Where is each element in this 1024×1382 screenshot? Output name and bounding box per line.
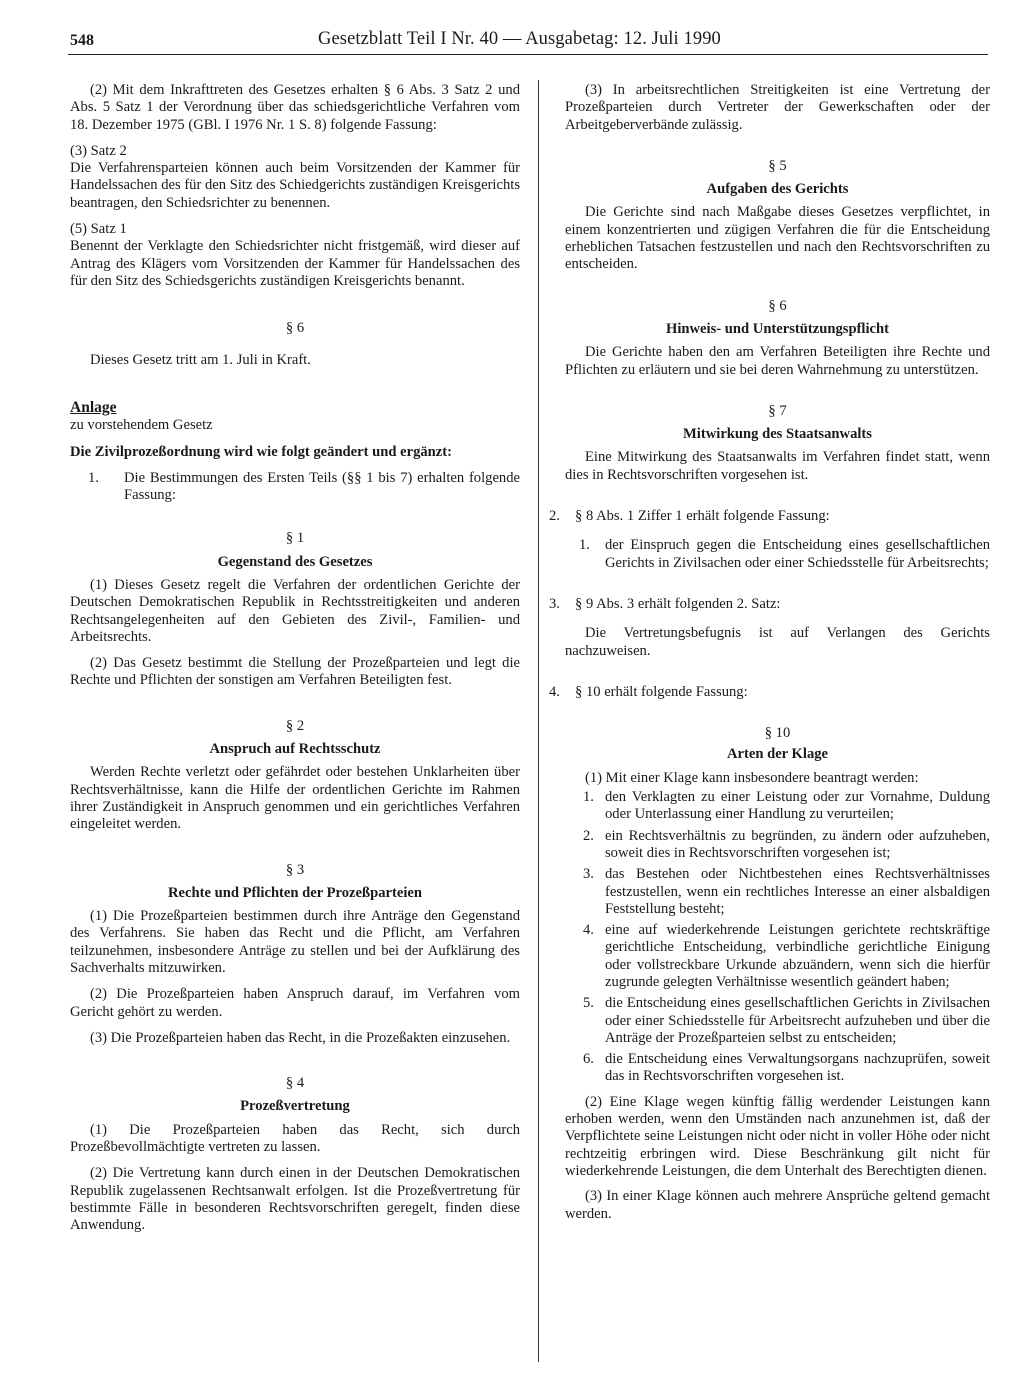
item-text: ein Rechtsverhältnis zu begründen, zu ändern oder aufzuheben, soweit dies in Rechtsvorschriften vorgesehen ist;	[605, 827, 990, 861]
item-number: 2.	[549, 508, 560, 525]
list-item	[565, 1051, 990, 1086]
section-3-number: § 3	[285, 861, 305, 878]
section-10-intro: (1) Mit einer Klage kann insbesondere beantragt werden:	[585, 769, 919, 786]
item-text: die Entscheidung eines gesellschaftlichen Gerichts in Zivilsachen oder einer Schiedsstelle für Arbeitsrecht aufzuheben und über die Anträge der Prozeßparteien selbst zu entscheiden;	[605, 995, 990, 1046]
anlage-heading: Anlage	[70, 398, 117, 416]
item-number: 3.	[549, 595, 560, 612]
item-number: 3.	[583, 866, 594, 883]
section-4-number: § 4	[285, 1075, 305, 1092]
section-2-number: § 2	[285, 717, 305, 734]
section-5-paragraph-1: Die Gerichte sind nach Maßgabe dieses Gesetzes verpflichtet, in einem konzentrierten und zügigen Verfahren die für die Entscheidung erheblichen Tatsachen festzustellen und nach den Rechtsvorschriften zu entscheiden.	[565, 204, 990, 273]
item-number: 1.	[88, 469, 99, 486]
section-7-title: Mitwirkung des Staatsanwalts	[683, 426, 872, 443]
item-number: 1.	[583, 789, 594, 806]
item-text: § 8 Abs. 1 Ziffer 1 erhält folgende Fassung:	[575, 508, 830, 525]
item-text: § 9 Abs. 3 erhält folgenden 2. Satz:	[575, 595, 781, 612]
list-item	[565, 922, 990, 991]
section-3-paragraph-2: (2) Die Prozeßparteien haben Anspruch darauf, im Verfahren vom Gericht gehört zu werden.	[70, 986, 520, 1020]
list-item	[549, 596, 990, 613]
section-3-title: Rechte und Pflichten der Prozeßparteien	[167, 884, 422, 901]
list-item	[70, 470, 520, 505]
item-text: Die Bestimmungen des Ersten Teils (§§ 1 bis 7) erhalten folgende Fassung:	[124, 469, 520, 504]
section-1-paragraph-2: (2) Das Gesetz bestimmt die Stellung der Prozeßparteien und legt die Rechte und Pflichten der sonstigen am Verfahren Beteiligten fest.	[70, 655, 520, 689]
page-header	[0, 0, 1024, 60]
item-text: den Verklagten zu einer Leistung oder zur Vornahme, Duldung oder Unterlassung einer Handlung zu verurteilen;	[605, 789, 990, 823]
running-title: Gesetzblatt Teil I Nr. 40 — Ausgabetag: 12. Juli 1990	[318, 29, 721, 49]
section-6-title: Hinweis- und Unterstützungspflicht	[666, 320, 889, 337]
section-10-paragraph-2: (2) Eine Klage wegen künftig fällig werdender Leistungen kann erhoben werden, wenn den Umständen nach anzunehmen ist, daß der Verpflichtete seine Leistungen nicht oder nicht in voller Höhe oder nicht rechtzeitig erbringen wird. Diese Beschränkung gilt nicht für wiederkehrende Leistungen, die dem Unterhalt des Berechtigten dienen.	[565, 1093, 990, 1179]
list-item	[565, 828, 990, 863]
paragraph-amendment-intro: (2) Mit dem Inkrafttreten des Gesetzes erhalten § 6 Abs. 3 Satz 2 und Abs. 5 Satz 1 der Verordnung über das schiedsgerichtliche Verfahren vom 18. Dezember 1975 (GBl. I 1976 Nr. 1 S. 8) folgende Fassung:	[70, 82, 520, 133]
item-text: die Entscheidung eines Verwaltungsorgans nachzuprüfen, soweit das in Rechtsvorschriften vorgesehen ist.	[605, 1051, 990, 1085]
section-10-number: § 10	[764, 725, 791, 742]
item-text: das Bestehen oder Nichtbestehen eines Rechtsverhältnisses festzustellen, wenn ein rechtliches Interesse an einer alsbaldigen Feststellung besteht;	[605, 866, 990, 917]
section-6-text: Dieses Gesetz tritt am 1. Juli in Kraft.	[90, 351, 311, 368]
list-item	[565, 866, 990, 918]
section-3-paragraph-1: (1) Die Prozeßparteien bestimmen durch ihre Anträge den Gegenstand des Verfahrens. Sie haben das Recht und die Pflicht, am Verfahren teilzunehmen, insbesondere Anträge zu stellen und bei der Aufklärung des Sachverhalts mitzuwirken.	[70, 908, 520, 976]
page-number: 548	[70, 32, 94, 49]
section-2-paragraph-1: Werden Rechte verletzt oder gefährdet oder bestehen Unklarheiten über Rechtsverhältnisse, kann die Hilfe der ordentlichen Gerichte im Rahmen ihrer Zuständigkeit in Anspruch genommen und ein gerichtliches Verfahren eingeleitet werden.	[70, 764, 520, 833]
section-3-paragraph-3: (3) Die Prozeßparteien haben das Recht, in die Prozeßakten einzusehen.	[90, 1029, 511, 1046]
satz2-label: (3) Satz 2	[70, 142, 127, 159]
sub-item-text: der Einspruch gegen die Entscheidung eines gesellschaftlichen Gerichts in Zivilsachen oder einer Schiedsstelle für Arbeitsrechts;	[605, 537, 990, 571]
right-column	[549, 82, 990, 1223]
list-item	[565, 789, 990, 824]
list-item	[549, 508, 990, 525]
item-text: eine auf wiederkehrende Leistungen gerichtete rechtskräftige gerichtliche Entscheidung, verbindliche gerichtliche Einigung oder vollstreckbare Urkunde abzuändern, wenn sich die hierfür zugrunde gelegten Verhältnisse wesentlich geändert haben;	[605, 922, 990, 990]
section-7-number: § 7	[768, 402, 787, 419]
item-number: 4.	[549, 683, 560, 700]
item-text: § 10 erhält folgende Fassung:	[575, 683, 748, 700]
section-4-title: Prozeßvertretung	[240, 1098, 350, 1115]
section-6-number-right: § 6	[768, 297, 787, 314]
section-6-paragraph-1: Die Gerichte haben den am Verfahren Beteiligten ihre Rechte und Pflichten zu erläutern und sie bei deren Wahrnehmung zu unterstützen.	[565, 344, 990, 378]
section-10-paragraph-3: (3) In einer Klage können auch mehrere Ansprüche geltend gemacht werden.	[565, 1188, 990, 1222]
item-number: 2.	[583, 827, 594, 844]
section-4-paragraph-3: (3) In arbeitsrechtlichen Streitigkeiten ist eine Vertretung der Prozeßparteien durch Vertreter der Gewerkschaften oder der Arbeitgeberverbände zulässig.	[565, 82, 990, 133]
item-3-body: Die Vertretungsbefugnis ist auf Verlangen des Gerichts nachzuweisen.	[565, 625, 990, 659]
zpo-heading: Die Zivilprozeßordnung wird wie folgt geändert und ergänzt:	[70, 444, 452, 461]
section-4-paragraph-2: (2) Die Vertretung kann durch einen in der Deutschen Demokratischen Republik zugelassenen Rechtsanwalt erfolgen. Ist die Prozeßvertretung für bestimmte Fälle in besonderen Rechtsvorschriften geregelt, finden diese Anwendung.	[70, 1165, 520, 1234]
section-4-paragraph-1: (1) Die Prozeßparteien haben das Recht, sich durch Prozeßbevollmächtigte vertreten zu lassen.	[70, 1121, 520, 1156]
satz2-text: Die Verfahrensparteien können auch beim Vorsitzenden der Kammer für Handelssachen des für den Sitz des Schiedgerichts zuständigen Kreisgerichts beantragen, den Schiedsrichter zu benennen.	[70, 160, 520, 211]
item-number: 4.	[583, 922, 594, 939]
list-item	[549, 684, 990, 701]
column-divider	[538, 80, 539, 1362]
list-item	[565, 995, 990, 1047]
header-rule	[68, 54, 988, 55]
item-number: 6.	[583, 1051, 594, 1068]
sub-item-number: 1.	[579, 537, 590, 554]
section-1-number: § 1	[285, 530, 305, 547]
sub-list-item	[565, 537, 990, 572]
section-5-number: § 5	[768, 157, 787, 174]
section-1-paragraph-1: (1) Dieses Gesetz regelt die Verfahren der ordentlichen Gerichte der Deutschen Demokratischen Republik in Rechtsstreitigkeiten und anderen Rechtsangelegenheiten auf den Gebieten des Zivil-, Familien- und Arbeitsrechts.	[70, 576, 520, 645]
section-2-title: Anspruch auf Rechtsschutz	[209, 741, 381, 758]
section-5-title: Aufgaben des Gerichts	[706, 181, 849, 198]
item-number: 5.	[583, 995, 594, 1012]
left-column	[70, 82, 520, 1235]
satz1-text: Benennt der Verklagte den Schiedsrichter nicht fristgemäß, wird dieser auf Antrag des Klägers vom Vorsitzenden der Kammer für Handelssachen des für den Sitz des Schiedsgerichts zuständigen Kreisgerichts benannt.	[70, 238, 520, 289]
section-1-title: Gegenstand des Gesetzes	[217, 553, 373, 570]
section-7-paragraph-1: Eine Mitwirkung des Staatsanwalts im Verfahren findet statt, wenn dies in Rechtsvorschriften vorgesehen ist.	[565, 449, 990, 483]
section-10-title: Arten der Klage	[726, 746, 829, 763]
satz1-label: (5) Satz 1	[70, 221, 127, 238]
section-6-number: § 6	[285, 320, 305, 337]
anlage-subtitle: zu vorstehendem Gesetz	[70, 417, 213, 434]
